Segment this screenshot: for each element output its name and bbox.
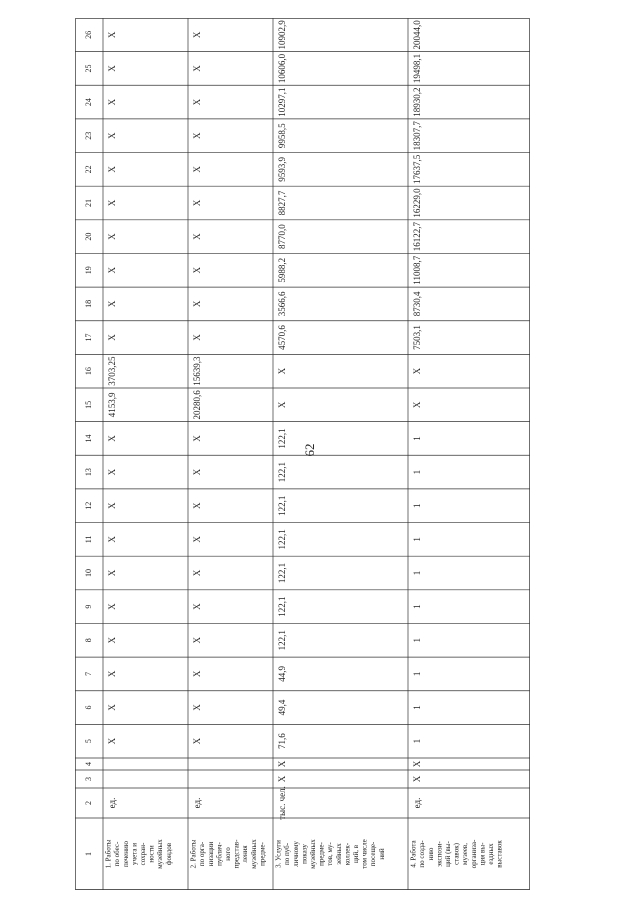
table-cell: 18930,2: [412, 87, 423, 117]
table-cell: 122,1: [277, 596, 288, 617]
table-cell: X: [107, 334, 118, 341]
table-cell: 18307,7: [412, 121, 423, 151]
table-cell: X: [107, 737, 118, 745]
row-label-line: ставок): [452, 843, 461, 865]
table-cell: 20044,0: [412, 20, 423, 50]
table-cell: X: [192, 166, 203, 173]
table-cell: X: [277, 775, 288, 783]
row-label-line: коллек-: [343, 842, 352, 866]
table-cell: X: [192, 637, 203, 644]
row-label-line: экспози-: [435, 841, 444, 867]
column-header: 10: [83, 569, 93, 577]
table-cell: 1: [412, 738, 423, 744]
column-header: 2: [83, 801, 93, 805]
column-header: 20: [83, 232, 93, 241]
table-cell: X: [107, 704, 118, 711]
table-cell: X: [107, 603, 118, 610]
table-cell: 122,1: [277, 630, 288, 651]
column-header: 25: [83, 64, 93, 73]
table-cell: X: [192, 603, 203, 610]
page-number: 62: [302, 443, 317, 457]
column-header: 4: [83, 762, 93, 766]
table-cell: 3566,6: [277, 291, 288, 317]
table-cell: 20280,6: [192, 390, 203, 420]
column-header: 26: [83, 30, 93, 39]
table-cell: 3703,25: [107, 356, 118, 386]
row-label-line: 4. Работа: [409, 840, 418, 868]
table-cell: X: [192, 233, 203, 240]
table-cell: X: [107, 670, 118, 678]
table-cell: X: [192, 300, 203, 308]
table-cell: 122,1: [277, 428, 288, 449]
column-header: 18: [83, 299, 93, 308]
row-label-line: музеев,: [461, 843, 470, 865]
table-cell: X: [107, 435, 118, 442]
table-cell: X: [107, 31, 118, 39]
table-cell: X: [192, 468, 203, 476]
table-cell: X: [192, 536, 203, 543]
table-cell: 19498,1: [412, 53, 423, 84]
table-cell: X: [277, 367, 288, 375]
row-label-line: публич-: [215, 842, 224, 866]
table-cell: X: [192, 65, 203, 72]
table-cell: X: [107, 98, 118, 106]
table-cell: 15639,3: [192, 356, 203, 386]
row-label-line: организа-: [469, 839, 478, 869]
table-cell: 122,1: [277, 461, 288, 483]
row-label-line: посеще-: [369, 841, 378, 867]
column-header: 17: [83, 333, 93, 342]
column-header: 11: [83, 535, 93, 544]
table-cell: X: [192, 435, 203, 442]
column-header: 14: [83, 434, 93, 443]
row-label-line: музейных: [249, 839, 258, 869]
table-cell: 10297,1: [277, 87, 288, 117]
column-header: 9: [83, 604, 93, 609]
row-label-line: предме-: [258, 842, 267, 866]
table-cell: X: [107, 569, 118, 577]
table-cell: 44,9: [277, 666, 288, 682]
table-cell: 71,6: [277, 733, 288, 750]
table-border: [76, 19, 530, 890]
row-label-line: ления: [241, 845, 250, 863]
table-cell: 8770,0: [277, 224, 288, 250]
row-label-line: ности: [147, 845, 156, 863]
table-cell: X: [192, 670, 203, 678]
table-cell: X: [107, 233, 118, 240]
column-header: 13: [83, 468, 93, 477]
table-cell: 1: [412, 436, 423, 441]
row-label-line: по обес-: [113, 841, 122, 867]
table-cell: X: [107, 199, 118, 207]
table-cell: X: [107, 166, 118, 173]
table-cell: 10606,0: [277, 53, 288, 84]
row-label-line: учета и: [130, 843, 139, 865]
row-label-line: тов, му-: [326, 842, 335, 866]
table-cell: X: [192, 267, 203, 274]
column-header: 6: [83, 705, 93, 710]
row-label-line: личному: [291, 841, 300, 867]
table-cell: 8827,7: [277, 190, 288, 216]
table-cell: X: [192, 334, 203, 341]
row-label-line: ций (вы-: [444, 841, 453, 867]
table-cell: 16122,7: [412, 222, 423, 252]
row-label-line: нию: [426, 847, 435, 861]
column-header: 19: [83, 266, 93, 275]
table-cell: X: [107, 637, 118, 644]
table-cell: 1: [412, 469, 423, 475]
row-label-line: низации: [206, 841, 215, 867]
table-cell: 49,4: [277, 699, 288, 716]
row-label-line: 1. Работы: [104, 839, 113, 869]
row-label-line: ция вы-: [478, 842, 487, 866]
column-header: 5: [83, 739, 93, 744]
column-header: 3: [83, 777, 93, 781]
table-cell: X: [277, 401, 288, 409]
column-header: 22: [83, 165, 93, 174]
row-label-line: 2. Работы: [189, 839, 198, 869]
column-header: 23: [83, 131, 93, 140]
row-label-line: по созда-: [418, 840, 427, 868]
row-label-line: музейных: [309, 839, 318, 869]
row-label-line: сохран-: [139, 842, 148, 866]
row-label-line: по пуб-: [283, 842, 292, 866]
column-header: 24: [83, 98, 93, 107]
column-header: 21: [83, 199, 93, 207]
row-label-line: ций, в: [352, 844, 361, 864]
table-cell: 9958,5: [277, 123, 288, 149]
row-label-line: 3. Услуги: [274, 840, 283, 868]
table-cell: X: [277, 760, 288, 768]
column-header: 1: [83, 852, 93, 856]
row-label-line: том числе: [360, 839, 369, 869]
row-label-line: предме-: [317, 842, 326, 866]
table-cell: X: [107, 536, 118, 543]
table-cell: 1: [412, 705, 423, 710]
table-cell: X: [412, 401, 423, 409]
table-cell: ед.: [107, 797, 118, 809]
row-label-line: выставок: [495, 840, 504, 868]
table-cell: ед.: [412, 797, 423, 809]
row-label-line: печению: [121, 840, 130, 868]
table-cell: 122,1: [277, 562, 288, 584]
table-cell: 7503,1: [412, 325, 423, 350]
row-label-line: зейных: [334, 843, 343, 865]
table-cell: X: [412, 760, 423, 768]
table-cell: 8730,4: [412, 291, 423, 317]
table-cell: 10902,9: [277, 20, 288, 50]
table-cell: X: [107, 300, 118, 308]
table-cell: X: [107, 65, 118, 72]
table-cell: 16229,0: [412, 188, 423, 218]
column-header: 12: [83, 501, 93, 510]
column-header: 16: [83, 367, 93, 376]
row-label-line: по орга-: [198, 841, 207, 867]
row-label-line: ний: [377, 848, 386, 860]
table-cell: X: [107, 267, 118, 274]
table-cell: X: [412, 775, 423, 783]
table-cell: X: [192, 502, 203, 509]
table-cell: ед.: [192, 797, 203, 809]
table-cell: X: [192, 199, 203, 207]
row-label-line: ездных: [487, 843, 496, 865]
row-label-line: фондов: [164, 842, 173, 866]
row-label-line: представ-: [232, 839, 241, 869]
column-header: 8: [83, 638, 93, 643]
rotated-data-table: [75, 18, 530, 890]
table-cell: 9593,9: [277, 156, 288, 182]
table-cell: 1: [412, 570, 423, 576]
table-cell: 5988,2: [277, 257, 288, 283]
table-cell: X: [192, 704, 203, 711]
table-cell: 1: [412, 604, 423, 609]
table-cell: 17637,5: [412, 154, 423, 184]
table-svg: [75, 18, 530, 890]
table-cell: тыс. чел.: [277, 786, 288, 820]
table-cell: X: [192, 569, 203, 577]
table-cell: 4153,9: [107, 392, 118, 418]
table-cell: X: [192, 132, 203, 139]
table-cell: 1: [412, 671, 423, 677]
table-cell: X: [192, 31, 203, 39]
table-cell: 122,1: [277, 529, 288, 550]
table-cell: X: [107, 502, 118, 509]
table-cell: X: [107, 132, 118, 139]
row-label-line: показу: [300, 844, 309, 864]
row-label-line: музейных: [156, 839, 165, 869]
row-label-line: ного: [224, 847, 233, 861]
column-header: 7: [83, 671, 93, 676]
table-cell: X: [412, 367, 423, 375]
table-cell: 1: [412, 537, 423, 542]
table-cell: 1: [412, 503, 423, 508]
table-cell: X: [192, 98, 203, 106]
table-cell: X: [192, 737, 203, 745]
table-cell: 4570,6: [277, 325, 288, 350]
table-cell: 122,1: [277, 495, 288, 516]
table-cell: 1: [412, 638, 423, 643]
column-header: 15: [83, 400, 93, 409]
table-cell: 11008,7: [412, 255, 423, 285]
table-cell: X: [107, 468, 118, 476]
